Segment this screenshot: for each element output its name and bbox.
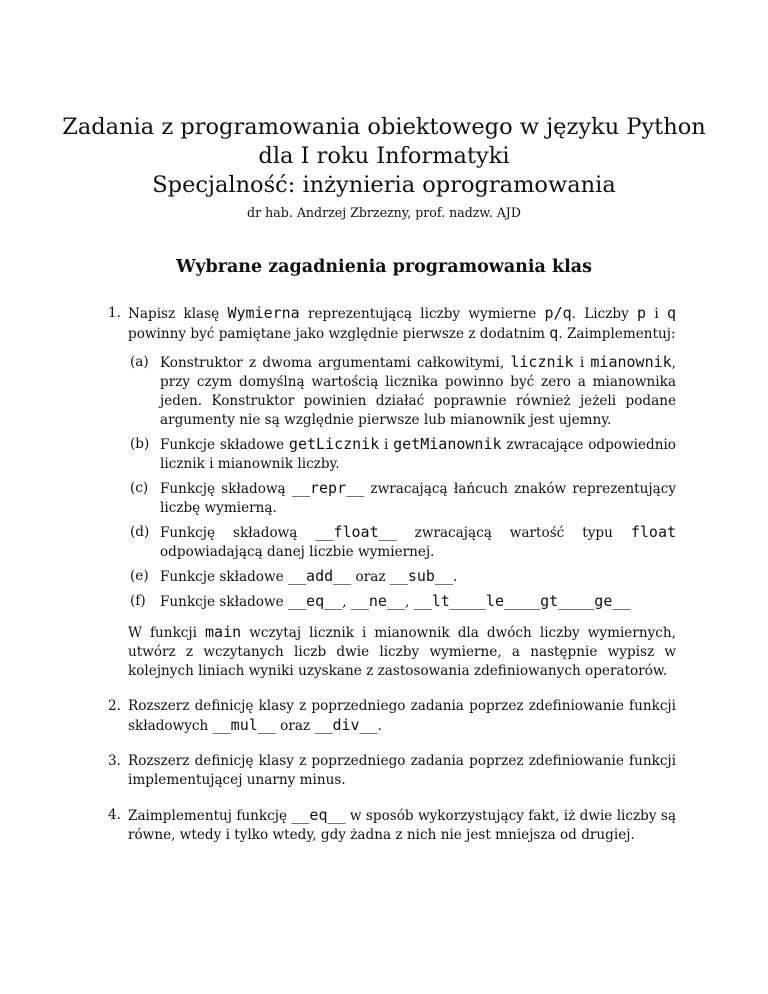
text: Funkcje składowe (160, 594, 288, 610)
code: mianownik (590, 353, 672, 371)
code: __mul__ (212, 716, 276, 734)
title-line-1: Zadania z programowania obiektowego w języku Python (62, 114, 706, 140)
task-1 (108, 304, 676, 681)
text: zwracające odpowiednio licznik i mianownik liczby. (160, 437, 676, 472)
author: dr hab. Andrzej Zbrzezny, prof. nadzw. AJD (247, 205, 521, 220)
text: odpowiadającą danej liczbie wymiernej. (160, 544, 435, 560)
text: zwracającą łańcuch znaków reprezentujący liczbę wymierną. (160, 481, 677, 516)
code: float (630, 523, 677, 541)
text: i (573, 355, 591, 371)
task-list (108, 304, 676, 861)
subtask-label: (a) (130, 354, 149, 370)
code: p (637, 304, 647, 322)
subtask-e (128, 567, 676, 587)
subtask-label: (e) (130, 568, 149, 584)
task-number: 2. (108, 698, 121, 714)
code: p/q (544, 304, 572, 322)
text: Funkcje składowe (160, 569, 288, 585)
text: , (405, 594, 414, 610)
text: . Liczby (571, 306, 638, 322)
code: __eq__ (288, 592, 343, 610)
text: , (342, 594, 351, 610)
text: Zaimplementuj funkcję (128, 808, 292, 824)
code: __float__ (315, 523, 397, 541)
subtask-label: (c) (130, 480, 149, 496)
text: reprezentującą liczby wymierne (299, 306, 545, 322)
text: powinny być pamiętane jako względnie pierwsze z dodatnim (128, 326, 550, 342)
code: __ne__ (350, 592, 406, 610)
subtask-label: (b) (130, 436, 150, 452)
code: __lt____le____gt____ge__ (413, 592, 631, 610)
task-1-main-note (128, 623, 676, 681)
code: __sub__ (389, 567, 454, 585)
subtask-label: (f) (130, 593, 146, 609)
code: main (205, 623, 242, 641)
code: licznik (510, 353, 574, 371)
task-4-text (128, 806, 676, 845)
text: oraz (275, 718, 315, 734)
task-number: 4. (108, 807, 121, 823)
code: q (549, 324, 559, 342)
code: __div__ (314, 716, 378, 734)
task-3-text: Rozszerz definicję klasy z poprzedniego zadania poprzez zdefiniowanie funkcji implementującej unarny minus. (128, 753, 676, 788)
task-3 (108, 752, 676, 790)
text: oraz (351, 569, 390, 585)
text: Funkcje składowe (160, 437, 289, 453)
text: W funkcji (128, 625, 206, 641)
code: Wymierna (227, 304, 300, 322)
title-line-2: dla I roku Informatyki (258, 143, 510, 169)
text: , przy czym domyślną wartością licznika powinno być zero a mianownika jeden. Konstruktor powinien działać poprawnie również jeżeli podane argumenty nie są względnie pierwsze lub mianownik jest ujemny. (160, 355, 676, 428)
text: w sposób wykorzystujący fakt, iż dwie liczby są równe, wtedy i tylko wtedy, gdy żadna z nich nie jest mniejsza od drugiej. (128, 808, 676, 843)
subtask-b (128, 435, 676, 474)
text: . (453, 569, 458, 585)
text: Funkcję składową (160, 525, 316, 541)
subtask-c (128, 479, 676, 518)
text: . Zaimplementuj: (558, 326, 676, 342)
task-number: 1. (108, 305, 121, 321)
task-2-text (128, 697, 676, 736)
text: Rozszerz definicję klasy z poprzedniego zadania poprzez zdefiniowanie funkcji składowych (128, 698, 676, 734)
subtask-d (128, 523, 676, 562)
text: i (646, 306, 667, 322)
title-line-3: Specjalność: inżynieria oprogramowania (152, 172, 616, 198)
code: __eq__ (291, 806, 346, 824)
document-title (0, 113, 768, 200)
text: i (379, 437, 394, 453)
section-title: Wybrane zagadnienia programowania klas (176, 257, 592, 277)
code: __repr__ (291, 479, 365, 497)
subtask-f (128, 592, 676, 612)
code: __add__ (288, 567, 352, 585)
text: . (377, 718, 382, 734)
text: wczytaj licznik i mianownik dla dwóch liczby wymiernych, utwórz z wczytanych liczb dwie liczby wymierne, a następnie wypisz w kolejnych liniach wyniki uzyskane z zastosowania zdefiniowanych operatorów. (128, 625, 676, 679)
subtask-a (128, 353, 676, 430)
text: Konstruktor z dwoma argumentami całkowitymi, (160, 355, 511, 371)
code: q (666, 304, 676, 322)
subtask-label: (d) (130, 524, 150, 540)
subtask-list (128, 353, 676, 612)
code: getMianownik (393, 435, 502, 453)
task-2 (108, 697, 676, 736)
text: zwracającą wartość typu (396, 525, 631, 541)
task-number: 3. (108, 753, 121, 769)
task-4 (108, 806, 676, 845)
text: Napisz klasę (128, 306, 228, 322)
code: getLicznik (288, 435, 380, 453)
task-1-intro (128, 304, 676, 344)
text: Funkcję składową (160, 481, 292, 497)
